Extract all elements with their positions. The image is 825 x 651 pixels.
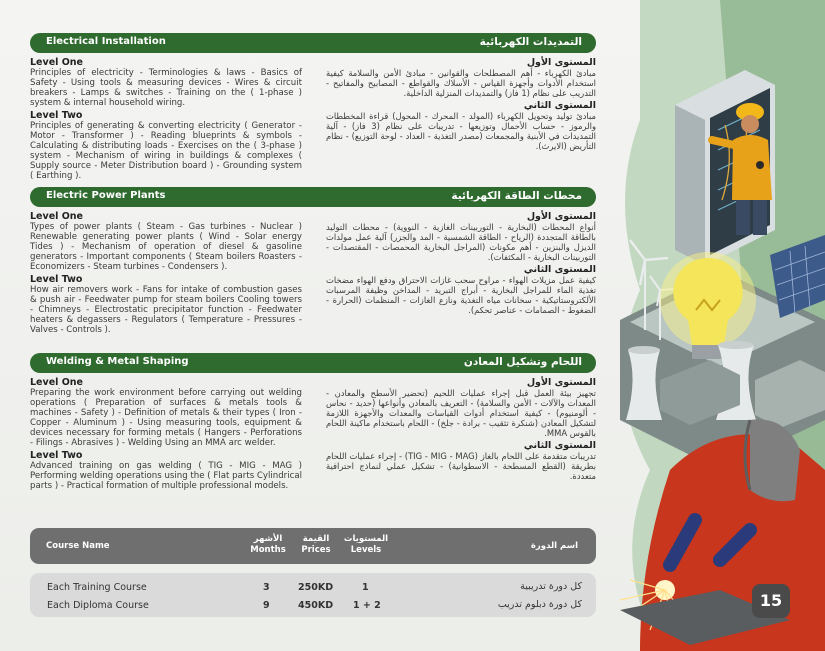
row-course-en: Each Diploma Course xyxy=(47,600,149,611)
level-heading: المستوى الأول xyxy=(526,57,596,68)
level-text: أنواع المحطات (البخارية - التوربينات الغازية - النووية) - محطات التوليد بالطاقة المتجددة (الرياح - الطاقة الشمسية - المد والجزر) آلية عمل مولدات الديزل والبنزين - أهم مكونات (المراجل البخارية المحمصات - المقتصدات - التوربينات البخارية - المكثفات). xyxy=(326,222,596,262)
level-text: Principles of electricity - Terminologies & laws - Basics of Safety - Using tools & measuring devices - Wires & circuit breakers - Lamps & switches - Training on the ( 1-phase ) system & internal household wiring. xyxy=(30,68,302,108)
row-price: 250KD xyxy=(298,582,334,593)
row-levels: 1 + 2 xyxy=(353,600,381,611)
section-title-ar: اللحام وتشكيل المعادن xyxy=(463,356,582,368)
level-heading: المستوى الثاني xyxy=(523,100,596,111)
price-table-header xyxy=(30,528,596,564)
welding-en xyxy=(30,377,302,493)
level-text: مبادئ الكهرباء - أهم المصطلحات والقوانين - مبادئ الأمن والسلامة كيفية استخدام الأدوات وأجهزة القياس - الأسلاك والقواطع - المصابيح والمفاتيح - التدريب على نظام (1 فاز) والتمديدات المنزلية الداخلية. xyxy=(326,68,596,98)
header-months-en: Months xyxy=(250,545,286,555)
level-text: تجهيز بيئة العمل قبل إجراء عمليات اللحيم (تحضير الأسطح والمعادن - المعدات والآلات - الأمن والسلامة) - التعريف بالمعادن وأنواعها (حديد - نحاس - ألومنيوم) - كيفية استخدام أدوات القياسات والمعدات والأجهزة اللازمة لتشكيل المعادن (شنكرة تثقيب - برادة - جلخ) - اللحام باستخدام ماكينة اللحام بالقوس MMA. xyxy=(326,388,596,438)
welding-ar xyxy=(326,377,596,483)
row-months: 9 xyxy=(263,600,270,611)
header-prices-en: Prices xyxy=(301,545,331,555)
level-text: Principles of generating & converting electricity ( Generator - Motor - Transformer ) - Reading blueprints & symbols - Calculating & distributing loads - Exercises on the ( 3-phase ) system - Mechanism of wiring in buildings & complexes ( Supply source - Meter Distribution board ) - Grounding system ( Earthing ). xyxy=(30,121,302,181)
header-prices xyxy=(296,534,336,556)
level-heading: Level Two xyxy=(30,110,83,121)
section-bar-power-plants xyxy=(30,187,596,207)
power-plants-en xyxy=(30,211,302,337)
level-text: How air removers work - Fans for intake of combustion gases & push air - Feedwater pump for steam boilers Cooling towers - Chimneys - Electrostatic precipitator function - Feedwater heaters & degassers - Regulators ( Temperature - Pressures - Valves - Controls ). xyxy=(30,285,302,335)
level-heading: Level One xyxy=(30,211,83,222)
header-months-ar: الأشهر xyxy=(253,534,283,544)
section-title-ar: التمديدات الكهربائية xyxy=(479,36,582,48)
row-levels: 1 xyxy=(362,582,369,593)
row-months: 3 xyxy=(263,582,270,593)
electrical-installation-en xyxy=(30,57,302,183)
row-course-en: Each Training Course xyxy=(47,582,147,593)
level-text: Advanced training on gas welding ( TIG - MIG - MAG ) Performing welding operations using the ( Flat parts Cylindrical parts ) - Practical formation of multiple professional models. xyxy=(30,461,302,491)
level-text: مبادئ توليد وتحويل الكهرباء (المولد - المحرك - المحول) قراءة المخططات والرموز - حساب الأحمال وتوزيعها - تدريبات على نظام (3 فاز) - آلية التمديدات في الأبنية والمجمعات (مصدر التغذية - العداد - لوحة التوزيع) - نظام التأريض (الايرث). xyxy=(326,111,596,151)
level-heading: Level One xyxy=(30,57,83,68)
header-prices-ar: القيمة xyxy=(302,534,330,544)
header-levels-ar: المستويات xyxy=(343,534,389,544)
row-price: 450KD xyxy=(298,600,334,611)
section-title-en: Electric Power Plants xyxy=(46,190,166,201)
section-title-en: Electrical Installation xyxy=(46,36,166,47)
header-course-name-en: Course Name xyxy=(46,541,110,551)
level-heading: Level Two xyxy=(30,450,83,461)
electrical-installation-ar xyxy=(326,57,596,153)
header-months xyxy=(248,534,288,556)
power-illustration xyxy=(600,0,825,651)
page-number-badge: 15 xyxy=(752,584,790,618)
section-bar-electrical-installation xyxy=(30,33,596,53)
header-levels-en: Levels xyxy=(350,545,382,555)
level-heading: المستوى الثاني xyxy=(523,264,596,275)
level-heading: Level One xyxy=(30,377,83,388)
row-course-ar: كل دورة تدريبية xyxy=(520,581,582,592)
level-heading: المستوى الثاني xyxy=(523,440,596,451)
level-heading: المستوى الأول xyxy=(526,377,596,388)
row-course-ar: كل دورة دبلوم تدريب xyxy=(497,599,582,610)
level-text: تدريبات متقدمة على اللحام بالغاز (TIG - MIG - MAG) - إجراء عمليات اللحام بطريقة (القطع المسطحة - الاسطوانية) - تشكيل عملي لنماذج احترافية متعددة. xyxy=(326,451,596,481)
level-heading: Level Two xyxy=(30,274,83,285)
level-text: Preparing the work environment before carrying out welding operations ( Preparation of surfaces & metals tools & machines - Safety ) - Definition of metals & their types ( Iron - Copper - Aluminum ) - Using measuring tools, equipment & devices necessary for forming metals ( Hangers - Perforations - Filings - Abrasives ) - Welding Using an MMA arc welder. xyxy=(30,388,302,448)
level-text: كيفية عمل مزيلات الهواء - مراوح سحب غازات الاحتراق ودفع الهواء مضخات تغذية الماء للمراجل البخارية - أبراج التبريد - المداخن وظيفة المرسبات الألكتروستاتيكية - سخانات مياه التغذية ونازع الغازات - المنظمات (الحرارة - الضغوط - الصمامات - عناصر تحكم). xyxy=(326,275,596,315)
section-title-en: Welding & Metal Shaping xyxy=(46,356,189,367)
level-heading: المستوى الأول xyxy=(526,211,596,222)
section-bar-welding xyxy=(30,353,596,373)
level-text: Types of power plants ( Steam - Gas turbines - Nuclear ) Renewable generating power plants ( Wind - Solar energy Tides ) - Mechanism of operation of diesel & gasoline generators - Important components ( Steam boilers Roasters - Economizers - Steam turbines - Condensers ). xyxy=(30,222,302,272)
price-table-body xyxy=(30,573,596,617)
header-course-name-ar: اسم الدورة xyxy=(530,541,578,551)
power-plants-ar xyxy=(326,211,596,317)
header-levels xyxy=(340,534,392,556)
section-title-ar: محطات الطاقة الكهربائية xyxy=(451,190,582,202)
